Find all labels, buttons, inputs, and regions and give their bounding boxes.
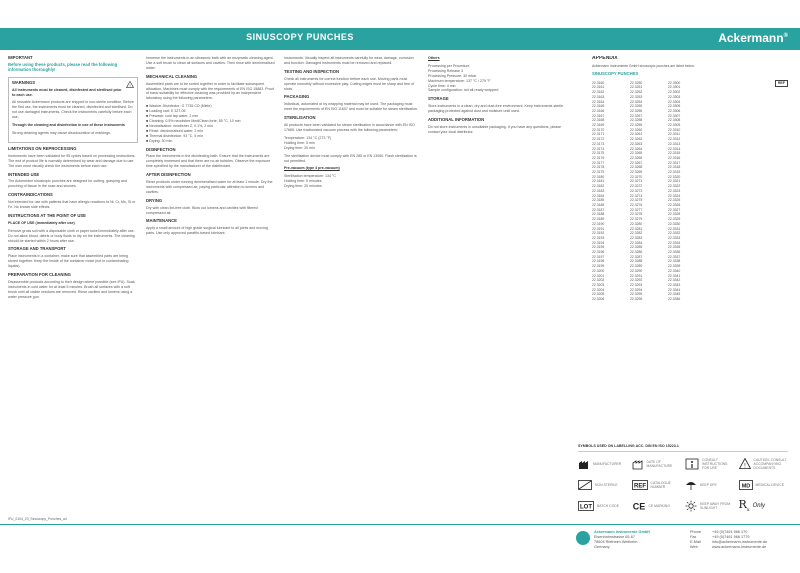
article-number: 22.3346 (668, 297, 681, 302)
article-number: 22.3184 (592, 193, 605, 198)
article-number: 22.3318 (668, 165, 681, 170)
warnings-tail: Strong cleaning agents may cause discolouration of markings. (12, 130, 111, 135)
article-number: 22.3196 (592, 250, 605, 255)
article-number: 22.3265 (630, 151, 643, 156)
article-number: 22.3192 (592, 231, 605, 236)
article-number: 22.3183 (592, 188, 605, 193)
list-item: ■ Neutralisation: neodisher Z, 0.1%, 2 min (146, 123, 214, 128)
article-number: 22.3307 (668, 113, 681, 118)
intended-use-heading: INTENDED USE (8, 171, 40, 177)
article-number: 22.3175 (592, 151, 605, 156)
sterilisation-text: All products have been validated for steam sterilisation in accordance with EN ISO 17665. Use fractionated vacuum process with the following parameters: (284, 123, 415, 132)
article-number: 22.3250 (630, 80, 643, 85)
ref-badge: REF (775, 80, 788, 87)
article-number: 22.3322 (668, 184, 681, 189)
article-number: 22.3188 (592, 212, 605, 217)
list-item: ■ Loading cart: E 327-06 (146, 109, 186, 114)
city: 78604 Rietheim-Weilheim (594, 540, 638, 544)
article-number: 22.3162 (592, 90, 605, 95)
list-item: Maximum temperature: 137 °C / 279 °F (428, 78, 491, 83)
article-number: 22.3165 (592, 104, 605, 109)
street: Eisenbahnstrasse 65-67 (594, 535, 635, 539)
article-number: 22.3172 (592, 137, 605, 142)
appendix-intro: Ackermann Instrumente GmbH sinuscopic punches are listed below: (592, 63, 695, 68)
article-number: 22.3334 (668, 240, 681, 245)
article-number: 22.3160 (592, 80, 605, 85)
testing-heading: TESTING AND INSPECTION (284, 68, 339, 74)
column-2 (146, 56, 276, 516)
email-link[interactable]: info@ackermann-instrumente.de (712, 540, 768, 544)
article-number: 22.3266 (630, 155, 643, 160)
article-number: 22.3345 (668, 292, 681, 297)
article-number: 22.3323 (668, 188, 681, 193)
symbol-medical-device: MD MEDICAL DEVICE (739, 475, 789, 494)
article-number: 22.3286 (630, 250, 643, 255)
article-number: 22.3177 (592, 160, 605, 165)
brand-name: Ackermann (718, 31, 784, 45)
article-number: 22.3292 (630, 278, 643, 283)
article-number: 22.3270 (630, 174, 643, 179)
article-number: 22.3303 (668, 94, 681, 99)
packaging-heading: PACKAGING (284, 94, 310, 100)
article-number: 22.3278 (630, 212, 643, 217)
preparation-text: Disassemble products according to their design where possible (see IFU). Soak instruments in cold water for at least 5 minutes. Brush all surfaces with a soft brush until all visible residues are removed. Rinse cavities and lumens using a water pressure gun. (8, 280, 135, 299)
list-item: ■ Cleaning: 0.5% neodisher MediClean forte, 55 °C, 10 min (146, 118, 241, 123)
important-heading: IMPORTANT (8, 56, 33, 60)
ce-icon (632, 501, 646, 511)
additional-info-text: Do not store instruments in unsuitable packaging. If you have any questions, please contact your local distributor. (428, 124, 562, 134)
svg-text:REF: REF (633, 483, 646, 489)
article-number: 22.3344 (668, 287, 681, 292)
company-address (594, 530, 689, 550)
article-number: 22.3302 (668, 90, 681, 95)
web-link[interactable]: www.ackermann-instrumente.de (712, 545, 767, 549)
document-code: IFU_0104_23_Sinuscopy_Punches_a4 (8, 517, 67, 521)
article-number: 22.3282 (630, 231, 643, 236)
article-number: 22.3296 (630, 297, 643, 302)
phone-value: +49 (0)7461 966 170 (712, 530, 748, 534)
article-number: 22.3256 (630, 108, 643, 113)
list-item: ■ Washer-Disinfector: G 7735 CD (Miele) (146, 104, 212, 109)
article-number: 22.3164 (592, 99, 605, 104)
article-number: 22.3190 (592, 221, 605, 226)
article-number: 22.3193 (592, 235, 605, 240)
symbol-catalogue-number: REF CATALOGUE NUMBER (633, 480, 671, 489)
disinfection-text: Place the instruments in the disinfecting bath. Ensure that the instruments are completely immersed and that there are no air bubbles. Observe the exposure time specified by the manufacturer of the disinfectant. (146, 154, 271, 169)
storage-transport-text: Place instruments in a container, make sure that assembled parts are being stored together. Keep the inside of the container moist (not in contaminating liquids). (8, 254, 129, 269)
article-number: 22.3195 (592, 245, 605, 250)
drying-heading: DRYING (146, 197, 163, 203)
article-number: 22.3255 (630, 104, 643, 109)
article-number: 22.3293 (630, 282, 643, 287)
intended-use-text: The Ackermann sinuscopic punches are designed for cutting, grasping and punching of tissue in the nose and sinuses. (8, 179, 127, 189)
article-number: 22.3317 (668, 160, 681, 165)
article-number: 22.3261 (630, 132, 643, 137)
article-number: 22.3174 (592, 146, 605, 151)
article-number: 22.3332 (668, 231, 681, 236)
article-number: 22.3290 (630, 268, 643, 273)
article-number: 22.3254 (630, 99, 643, 104)
article-number: 22.3253 (630, 94, 643, 99)
drying-text: Dry with clean lint-free cloth. Blow out lumens and cavities with filtered compressed air. (146, 205, 258, 215)
ultrasonic-text: Immerse the instruments in an ultrasonic bath with an enzymatic cleaning agent. Use a soft brush to clean all surfaces and cavities. Then rinse with demineralised water. (146, 56, 275, 70)
article-number: 22.3182 (592, 184, 605, 189)
article-number: 22.3252 (630, 90, 643, 95)
article-number: 22.3313 (668, 141, 681, 146)
title-rule (0, 48, 800, 50)
column-3 (284, 56, 420, 516)
article-number: 22.3308 (668, 118, 681, 123)
article-number: 22.3330 (668, 221, 681, 226)
article-number: 22.3324 (668, 193, 681, 198)
list-item: ■ Thermal disinfection: 93 °C, 5 min (146, 133, 204, 138)
contraindications-heading: CONTRAINDICATIONS (8, 192, 53, 198)
article-number: 22.3273 (630, 188, 643, 193)
article-number: 22.3283 (630, 235, 643, 240)
article-number: 22.3285 (630, 245, 643, 250)
limitations-text: Instruments have been validated for 95 cycles based on processing instructions. The end of product life is normally determined by wear and damage due to use. The user must visually check the instruments before each use. (8, 153, 136, 168)
symbol-keep-dry: KEEP DRY (685, 475, 735, 494)
article-number: 22.3304 (668, 99, 681, 104)
article-number: 22.3163 (592, 94, 605, 99)
processing-text: Remove gross soil with a disposable cloth or paper towel immediately after use. Do not allow blood, debris or body fluids to dry on the instruments. The cleaning should be started within 2 hours after use. (8, 228, 135, 243)
maintenance-text: Apply a small amount of high grade surgical lubricant to all joints and moving parts. Use only approved paraffin-based lubricant. (146, 226, 268, 236)
symbol-batch-code: LOT BATCH CODE (578, 496, 628, 515)
article-number: 22.3336 (668, 250, 681, 255)
inspection-intro: Instruments: Visually inspect all instruments carefully for wear, damage, corrosion and function. Damaged instruments must be removed and replaced. (284, 56, 414, 65)
medical-device-icon (739, 480, 753, 490)
article-number: 22.3294 (630, 287, 643, 292)
article-number: 22.3187 (592, 207, 605, 212)
title-bar (0, 28, 800, 48)
column-4 (428, 56, 566, 356)
warnings-lead: All instruments must be cleaned, disinfected and sterilised prior to each use. (12, 87, 122, 97)
article-number: 22.3315 (668, 151, 681, 156)
article-number: 22.3280 (630, 221, 643, 226)
article-number: 22.3339 (668, 264, 681, 269)
packaging-text: Individual, automated or by wrapping material may be used. The packaging must meet the requirements of EN ISO 11607 and must be suitable for steam sterilisation. (284, 102, 418, 112)
email-label: E-Mail (690, 540, 701, 544)
after-disinfection-heading: AFTER DISINFECTION (146, 172, 191, 178)
mechanical-cleaning-text: Assembled parts are to be sorted together in order to facilitate subsequent allocation. Machines must comply with the requirements of EN ISO 15883. Proof of basic suitability for effective cleaning was provided by an independent laboratory using the following parameters: (146, 81, 274, 101)
list-item: ■ Drying: 30 min (146, 138, 173, 143)
article-number: 22.3335 (668, 245, 681, 250)
article-number: 22.3169 (592, 123, 605, 128)
list-item: Cycle time: 4 min (428, 83, 456, 88)
important-text: Before using these products, please read the following information thoroughly! (8, 61, 118, 72)
contact-labels (690, 530, 710, 550)
article-number: 22.3337 (668, 254, 681, 259)
article-number: 22.3206 (592, 297, 605, 302)
article-number: 22.3176 (592, 155, 605, 160)
processing-heading: INSTRUCTIONS AT THE POINT OF USE (8, 212, 86, 218)
list-item: Processing Pressure: 30 mbar (428, 73, 477, 78)
article-number: 22.3301 (668, 85, 681, 90)
contraindications-text: Not intended for use with patients that have allergic reactions to Ni, Cr, Mn, Si or Fe. No known side effects. (8, 200, 136, 210)
article-number: 22.3338 (668, 259, 681, 264)
article-number: 22.3284 (630, 240, 643, 245)
article-number: 22.3201 (592, 273, 605, 278)
article-number: 22.3257 (630, 113, 643, 118)
article-number: 22.3295 (630, 292, 643, 297)
additional-info-heading: ADDITIONAL INFORMATION (428, 117, 485, 123)
symbol-manufacturer: MANUFACTURER (578, 454, 628, 473)
fax-label: Fax (690, 535, 697, 539)
warning-icon (126, 81, 134, 88)
phone-label: Phone (690, 530, 701, 534)
article-number: 22.3202 (592, 278, 605, 283)
article-number: 22.3191 (592, 226, 605, 231)
contact-values (712, 530, 796, 550)
consult-ifu-icon (685, 458, 699, 470)
article-number: 22.3260 (630, 127, 643, 132)
appendix-heading: APPENDIX (592, 56, 618, 61)
others-heading: Others (428, 56, 440, 60)
ref-icon (632, 480, 648, 490)
article-number: 22.3326 (668, 203, 681, 207)
article-number: 22.3168 (592, 118, 605, 123)
article-number: 22.3258 (630, 118, 643, 123)
mechanical-parameter-list (146, 104, 276, 143)
symbol-ce-marking: CE CE MARKING (632, 501, 670, 511)
article-number: 22.3161 (592, 85, 605, 90)
article-number: 22.3268 (630, 165, 643, 170)
article-number: 22.3194 (592, 240, 605, 245)
article-number: 22.3305 (668, 104, 681, 109)
after-disinfection-text: Rinse products under running demineralised water for at least 1 minute. Dry the instruments with compressed air, paying particular attention to lumens and cavities. (146, 180, 273, 194)
article-number: 22.3263 (630, 141, 643, 146)
parameter-heading: Pre-vacuum (type 4 pre-vacuum) (284, 166, 340, 171)
sterilisation-params: Temperature: 134 °C (273 °F) Holding time: 5 min Drying time: 20 min (284, 135, 332, 150)
article-number: 22.3274 (630, 193, 643, 198)
article-number: 22.3300 (668, 80, 681, 85)
list-item: ■ Prewash: cold tap water, 2 min (146, 114, 199, 119)
article-number: 22.3281 (630, 226, 643, 231)
company-logo-icon (576, 531, 590, 545)
caution-icon (739, 458, 751, 469)
processing-sub: PLACE OF USE (immediately after use) (8, 220, 75, 225)
article-number: 22.3342 (668, 278, 681, 283)
article-number: 22.3331 (668, 226, 681, 231)
article-number: 22.3269 (630, 170, 643, 175)
article-number: 22.3166 (592, 108, 605, 113)
brand-mark: ® (783, 33, 788, 39)
article-number: 22.3340 (668, 268, 681, 273)
non-sterile-icon (578, 480, 592, 490)
article-number: 22.3306 (668, 108, 681, 113)
article-number: 22.3199 (592, 264, 605, 269)
article-number: 22.3178 (592, 165, 605, 170)
article-number: 22.3205 (592, 292, 605, 297)
article-number: 22.3272 (630, 184, 643, 189)
appendix-subheading: SINUSCOPY PUNCHES (592, 70, 639, 76)
list-item: Holding time: 5 minutes (284, 179, 322, 184)
list-item: Drying time: 20 minutes (284, 184, 322, 189)
article-number: 22.3171 (592, 132, 605, 137)
footer-rule (0, 524, 800, 525)
symbols-legend (578, 444, 788, 515)
column-1 (8, 56, 138, 516)
country: Germany (594, 545, 610, 549)
article-number: 22.3291 (630, 273, 643, 278)
rx-only-icon: $R_x$ (738, 497, 750, 514)
disinfection-heading: DISINFECTION (146, 146, 176, 152)
symbol-caution: ! CAUTION, CONSULT ACCOMPANYING DOCUMENTS (739, 454, 789, 473)
article-number: 22.3264 (630, 146, 643, 151)
list-item: Processing Release 3 (428, 68, 463, 73)
article-number: 22.3314 (668, 146, 681, 151)
page-title: SINUSCOPY PUNCHES (246, 32, 354, 42)
article-number: 22.3343 (668, 282, 681, 287)
list-item: Processing per Procedure (428, 63, 470, 68)
svg-text:LOT: LOT (580, 504, 592, 510)
article-number: 22.3204 (592, 287, 605, 292)
article-number: 22.3320 (668, 174, 681, 179)
symbol-rx-only: $R_x$ Only (738, 497, 765, 514)
symbols-grid (578, 451, 788, 515)
symbol-date-of-manufacture: DATE OF MANUFACTURE (632, 454, 682, 473)
article-number: 22.3276 (630, 203, 643, 207)
list-item: Sterilisation temperature: 134 °C (284, 174, 336, 179)
article-number: 22.3333 (668, 235, 681, 240)
symbols-title: SYMBOLS USED ON LABELLING ACC. DIN EN ISO 15223-1 (578, 444, 679, 448)
article-number: 22.3181 (592, 179, 605, 184)
article-number: 22.3271 (630, 179, 643, 184)
article-number: 22.3170 (592, 127, 605, 132)
article-number: 22.3287 (630, 254, 643, 259)
article-number: 22.3200 (592, 268, 605, 273)
article-number: 22.3309 (668, 123, 681, 128)
article-number: 22.3173 (592, 141, 605, 146)
company-name: Ackermann Instrumente GmbH (594, 530, 650, 534)
article-number: 22.3289 (630, 264, 643, 269)
article-number: 22.3277 (630, 207, 643, 212)
sterilisation-heading: STERILISATION (284, 115, 316, 121)
sterilisation-text-2: The sterilisation device must comply with EN 285 or EN 13060. Flash sterilisation is not permitted. (284, 153, 417, 163)
svg-text:MD: MD (741, 482, 750, 489)
storage-text: Store instruments in a clean, dry and dust-free environment. Keep instruments sterile packaging protected against dust and moisture until used. (428, 104, 564, 114)
lot-icon (578, 501, 594, 511)
svg-text:!: ! (129, 82, 131, 88)
article-number: 22.3275 (630, 198, 643, 203)
article-number: 22.3328 (668, 212, 681, 217)
list-item: Sample configuration: not all-ready wrapped (428, 88, 499, 93)
article-number: 22.3319 (668, 170, 681, 175)
symbol-sunlight: KEEP AWAY FROM SUNLIGHT (685, 496, 735, 515)
article-number: 22.3179 (592, 170, 605, 175)
sunlight-icon (685, 500, 697, 512)
symbol-consult-ifu: CONSULT INSTRUCTIONS FOR USE (685, 454, 735, 473)
svg-text:!: ! (743, 463, 746, 469)
list-item: ■ Rinse: demineralised water, 2 min (146, 128, 204, 133)
article-number: 22.3251 (630, 85, 643, 90)
article-number: 22.3189 (592, 217, 605, 222)
warnings-bold: Through the cleaning and disinfection in use of these instruments (12, 123, 125, 128)
brand-logo (718, 31, 788, 45)
article-number: 22.3267 (630, 160, 643, 165)
article-number: 22.3310 (668, 127, 681, 132)
article-number: 22.3321 (668, 179, 681, 184)
article-number: 22.3329 (668, 217, 681, 222)
limitations-heading: LIMITATIONS ON REPROCESSING (8, 145, 77, 151)
date-of-manufacture-icon (632, 458, 644, 470)
storage-transport-heading: STORAGE AND TRANSPORT (8, 246, 66, 252)
article-number: 22.3180 (592, 174, 605, 179)
article-number: 22.3341 (668, 273, 681, 278)
svg-text:CE: CE (632, 501, 645, 511)
article-number: 22.3288 (630, 259, 643, 264)
testing-text: Check all instruments for correct function before each use. Moving parts must operate smoothly without excessive play. Cutting edges must be sharp and free of nicks. (284, 76, 415, 91)
maintenance-heading: MAINTENANCE (146, 218, 177, 224)
article-number: 22.3262 (630, 137, 643, 142)
article-number: 22.3279 (630, 217, 643, 222)
article-number: 22.3316 (668, 155, 681, 160)
fax-value: +49 (0)7461 966 1779 (712, 535, 750, 539)
mechanical-cleaning-heading: MECHANICAL CLEANING (146, 73, 198, 79)
article-number: 22.3185 (592, 198, 605, 203)
article-number: 22.3197 (592, 254, 605, 259)
article-number: 22.3198 (592, 259, 605, 264)
article-number: 22.3311 (668, 132, 681, 137)
warnings-heading: WARNINGS (12, 79, 36, 85)
warnings-text: All reusable Ackermann products are shipped in non-sterile condition. Before the first use, the instruments must be cleaned, disinfected and sterilised. Do not use damaged instruments. Check the instruments carefully before each use. (12, 100, 134, 120)
article-number: 22.3312 (668, 137, 681, 142)
article-number: 22.3203 (592, 282, 605, 287)
appendix (592, 56, 788, 436)
web-label: Web (690, 545, 698, 549)
keep-dry-icon (685, 479, 697, 491)
storage-heading: STORAGE (428, 96, 449, 102)
article-number: 22.3327 (668, 207, 681, 212)
article-number-grid (592, 81, 788, 302)
warnings-box (8, 77, 138, 143)
article-number: 22.3186 (592, 203, 605, 207)
manufacturer-icon (578, 458, 590, 470)
symbol-non-sterile: NON STERILE (578, 475, 628, 494)
article-number: 22.3325 (668, 198, 681, 203)
preparation-heading: PREPARATION FOR CLEANING (8, 272, 71, 278)
article-number: 22.3259 (630, 123, 643, 128)
article-number: 22.3167 (592, 113, 605, 118)
